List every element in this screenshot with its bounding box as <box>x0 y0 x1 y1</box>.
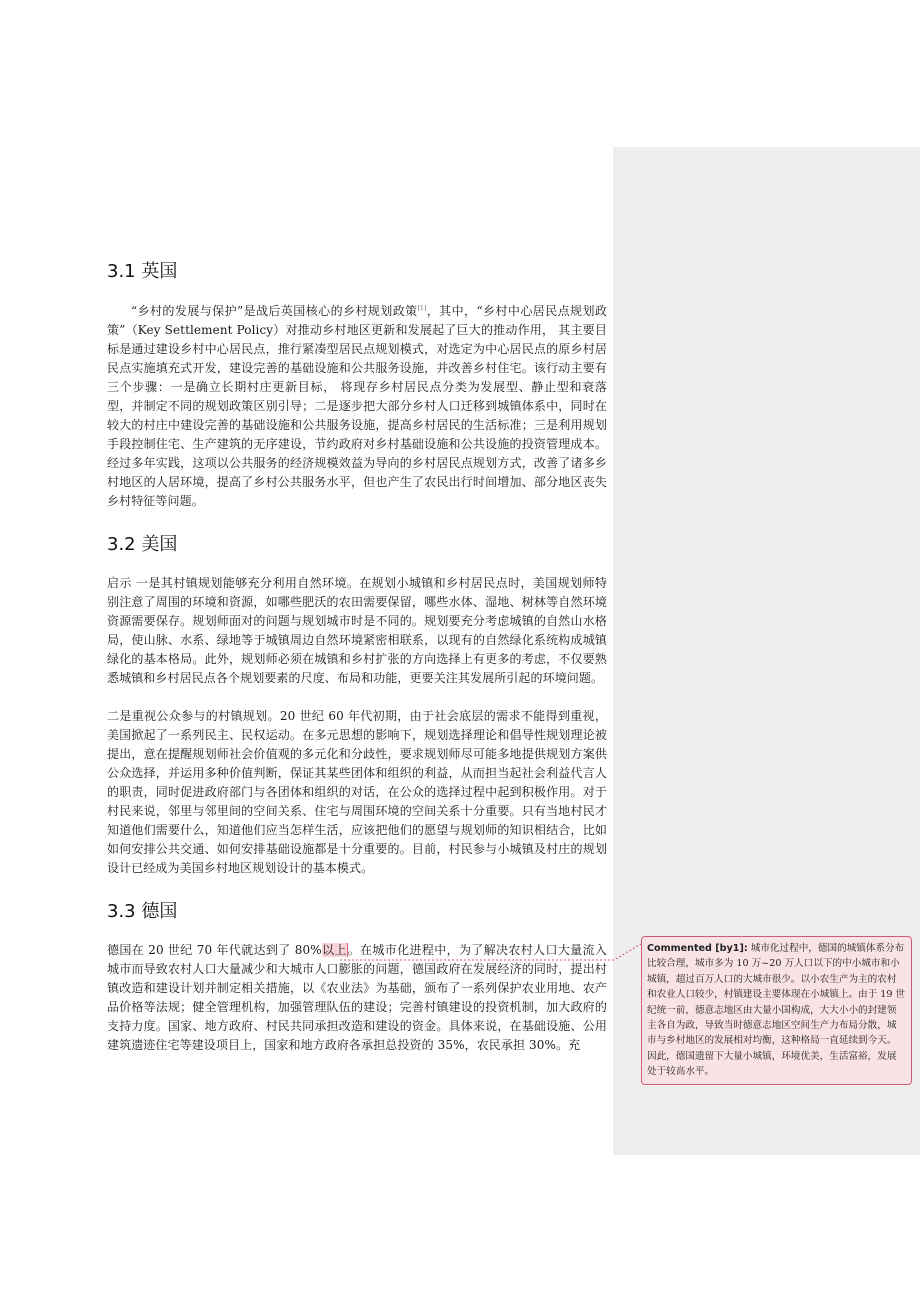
section-heading-uk: 3.1 英国 <box>107 261 178 282</box>
reference-marker[interactable]: [1] <box>417 305 427 312</box>
paragraph-us-2[interactable]: 二是重视公众参与的村镇规划。20 世纪 60 年代初期，由于社会底层的需求不能得到重视，美国掀起了一系列民主、民权运动。在多元思想的影响下，规划选择理论和倡导性规划理论被提出，意在提醒规划师社会价值观的多元化和分歧性，要求规划师尽可能多地提供规划方案供公众选择，并运用多种价值判断，保证其某些团体和组织的利益，从而担当起社会利益代言人的职责，同时促进政府部门与各团体和组织的对话，在公众的选择过程中起到积极作用。对于村民来说，邻里与邻里间的空间关系、住宅与周围环境的空间关系十分重要。只有当地村民才知道他们需要什么，知道他们应当怎样生活，应该把他们的愿望与规划师的知识相结合，比如如何安排公共交通、如何安排基础设施都是十分重要的。目前，村民参与小城镇及村庄的规划设计已经成为美国乡村地区规划设计的基本模式。 <box>107 709 607 875</box>
paragraph-uk-text-a: “乡村的发展与保护”是战后英国核心的乡村规划政策 <box>131 304 418 318</box>
section-heading-germany: 3.3 德国 <box>107 901 178 922</box>
comment-author: Commented [by1]: <box>647 943 748 954</box>
paragraph-germany[interactable] <box>107 941 607 1055</box>
paragraph-uk[interactable] <box>107 299 607 511</box>
commented-text-highlight[interactable]: 以上 <box>321 943 347 957</box>
comment-text: 城市化过程中，德国的城镇体系分布比较合理，城市多为 10 万~20 万人口以下的中小城市和小城镇，超过百万人口的大城市很少。以小农生产为主的农村和农业人口较少，村镇建设主要体现在小城镇上。由于 19 世纪统一前，德意志地区由大量小国构成，大大小小的封建领主各自为政，导致当时德意志地区空间生产力布局分散，城市与乡村地区的发展相对均衡，这种格局一直延续到今天。因此，德国遗留下大量小城镇，环境优美，生活富裕，发展处于较高水平。 <box>647 943 906 1078</box>
comment-balloon[interactable] <box>641 936 912 1085</box>
paragraph-uk-text-b: ，其中，“乡村中心居民点规划政策”（Key Settlement Policy）对推动乡村地区更新和发展起了巨大的推动作用， 其主要目标是通过建设乡村中心居民点，推行紧凑型居民点规划模式，对选定为中心居民点的原乡村居民点实施填充式开发，建设完善的基础设施和公共服务设施，并改善乡村住宅。该行动主要有三个步骤：一是确立长期村庄更新目标， 将现存乡村居民点分类为发展型、静止型和衰落型，并制定不同的规划政策区别引导；二是逐步把大部分乡村人口迁移到城镇体系中，同时在较大的村庄中建设完善的基础设施和公共服务设施，提高乡村居民的生活标准；三是利用规划手段控制住宅、生产建筑的无序建设，节约政府对乡村基础设施和公共设施的投资管理成本。经过多年实践，这项以公共服务的经济规模效益为导向的乡村居民点规划方式，改善了诸多乡村地区的人居环境，提高了乡村公共服务水平，但也产生了农民出行时间增加、部分地区丧失乡村特征等问题。 <box>107 304 608 508</box>
section-heading-us: 3.2 美国 <box>107 534 178 555</box>
paragraph-us-1[interactable]: 启示 一是其村镇规划能够充分利用自然环境。在规划小城镇和乡村居民点时，美国规划师特别注意了周围的环境和资源，如哪些肥沃的农田需要保留，哪些水体、湿地、树林等自然环境资源需要保存。规划师面对的问题与规划城市时是不同的。规划要充分考虑城镇的自然山水格局，使山脉、水系、绿地等于城镇周边自然环境紧密相联系，以现有的自然绿化系统构成城镇绿化的基本格局。此外，规划师必须在城镇和乡村扩张的方向选择上有更多的考虑，不仅要熟悉城镇和乡村居民点各个规划要素的尺度、布局和功能，更要关注其发展所引起的环境问题。 <box>107 576 607 685</box>
paragraph-germany-text-a: 德国在 20 世纪 70 年代就达到了 80% <box>107 943 322 957</box>
paragraph-germany-text-b: 。在城市化进程中，为了解决农村人口大量流入城市而导致农村人口大量减少和大城市人口膨胀的问题，德国政府在发展经济的同时，提出村镇改造和建设计划并制定相关措施，以《农业法》为基础，颁布了一系列保护农业用地、农产品价格等法规；健全管理机构，加强管理队伍的建设；完善村镇建设的投资机制，加大政府的支持力度。国家、地方政府、村民共同承担改造和建设的资金。具体来说，在基础设施、公用建筑遗迹住宅等建设项目上，国家和地方政府各承担总投资的 35%，农民承担 30%。充 <box>107 943 607 1052</box>
